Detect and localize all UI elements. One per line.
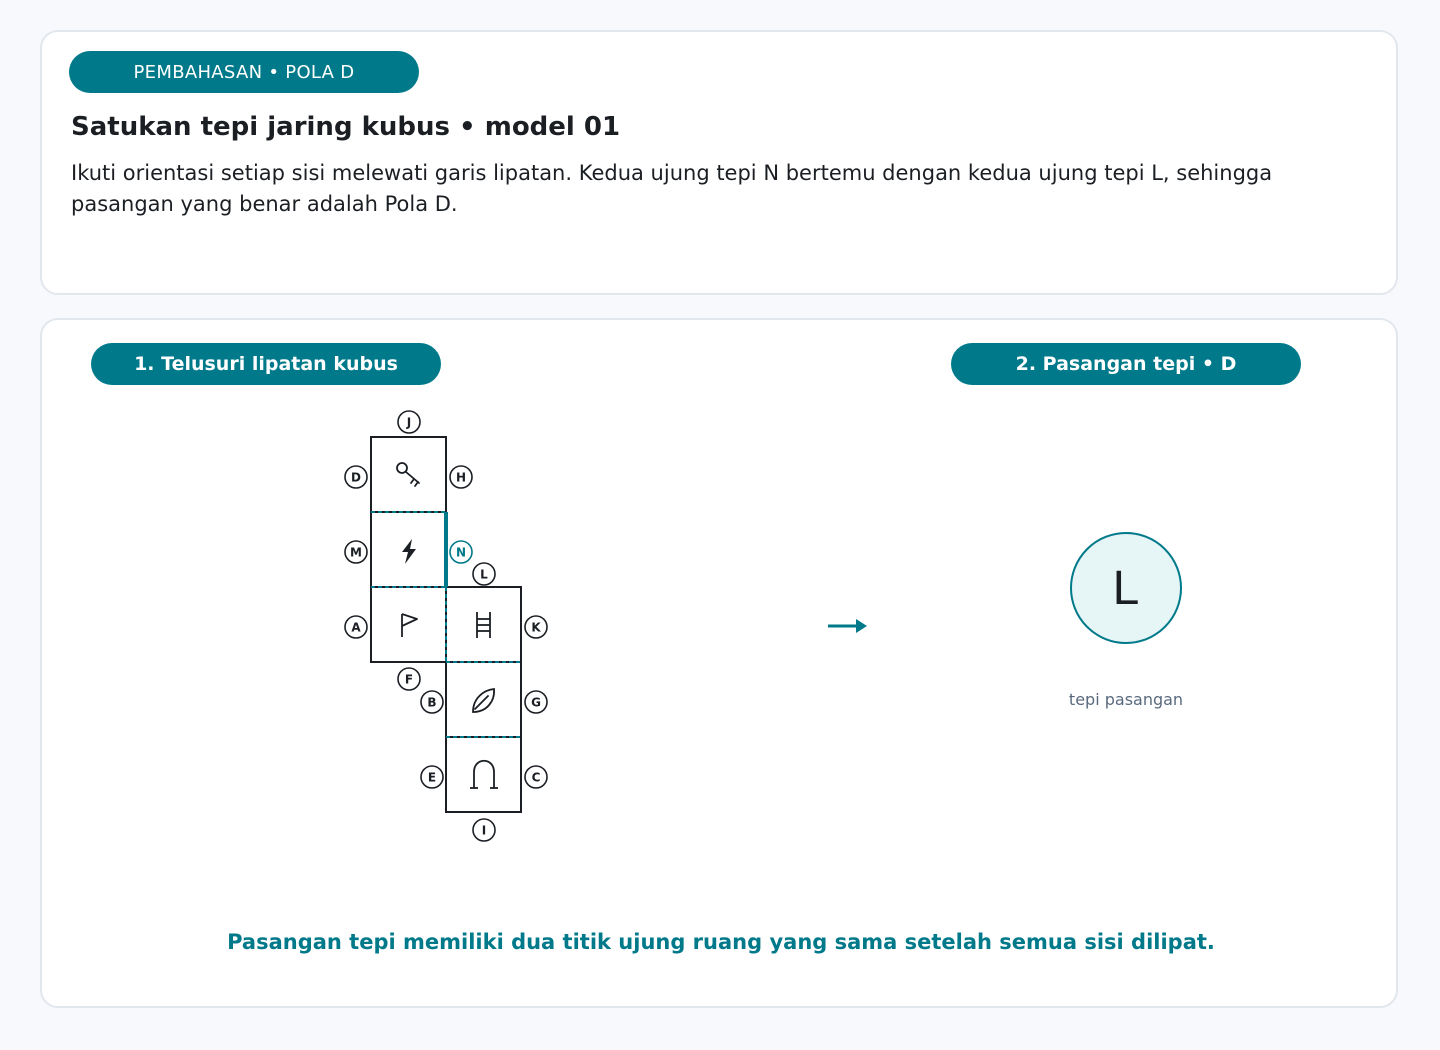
edge-label-e (421, 766, 443, 788)
edge-label-m (345, 541, 367, 563)
summary-note: Pasangan tepi memiliki dua titik ujung ruang yang sama setelah semua sisi dilipat. (227, 930, 1215, 954)
edge-label-text: C (531, 770, 541, 785)
edge-label-text: H (455, 470, 467, 485)
face-arch (446, 737, 521, 812)
ladder-icon (477, 612, 490, 638)
explanation-card (40, 30, 1398, 295)
edge-label-text: J (406, 415, 412, 430)
explanation-text: Ikuti orientasi setiap sisi melewati garis lipatan. Kedua ujung tepi N bertemu dengan kedua ujung tepi L, sehingga pasangan yang benar adalah Pola D. (71, 161, 1273, 216)
edge-label-text: F (404, 672, 414, 687)
edge-label-a (345, 616, 367, 638)
right-arrow-icon (826, 616, 870, 636)
edge-label-i (473, 819, 495, 841)
edge-label-text: N (455, 545, 467, 560)
edge-label-h (450, 466, 472, 488)
page-title: Satukan tepi jaring kubus • model 01 (71, 112, 621, 142)
leaf-icon (473, 689, 494, 712)
cube-net-diagram (42, 320, 802, 880)
edge-label-text: D (351, 470, 361, 485)
edge-label-text: K (531, 620, 541, 635)
edge-label-text: E (427, 770, 437, 785)
flag-icon (402, 614, 417, 637)
edge-label-f (398, 668, 420, 690)
step2-label: 2. Pasangan tepi • D (951, 343, 1301, 385)
edge-label-text: I (481, 823, 487, 838)
diagram-card (40, 318, 1398, 1008)
pattern-badge: PEMBAHASAN • POLA D (69, 51, 419, 93)
edge-label-l (473, 563, 495, 585)
edge-label-text: G (531, 695, 541, 710)
face-flag (371, 587, 446, 662)
edge-label-b (421, 691, 443, 713)
edge-label-text: A (351, 620, 361, 635)
arch-icon (470, 761, 498, 788)
matched-edge-badge: L (1070, 532, 1182, 644)
edge-label-c (525, 766, 547, 788)
key-icon (397, 463, 419, 486)
matched-edge-caption: tepi pasangan (1068, 690, 1184, 709)
lightning-icon (402, 539, 416, 564)
edge-label-text: L (480, 567, 488, 582)
edge-label-n (450, 541, 472, 563)
edge-label-text: B (427, 695, 437, 710)
edge-label-text: M (350, 545, 362, 560)
edge-label-k (525, 616, 547, 638)
edge-label-g (525, 691, 547, 713)
edge-label-j (398, 411, 420, 433)
step1-label: 1. Telusuri lipatan kubus (91, 343, 441, 385)
edge-label-d (345, 466, 367, 488)
